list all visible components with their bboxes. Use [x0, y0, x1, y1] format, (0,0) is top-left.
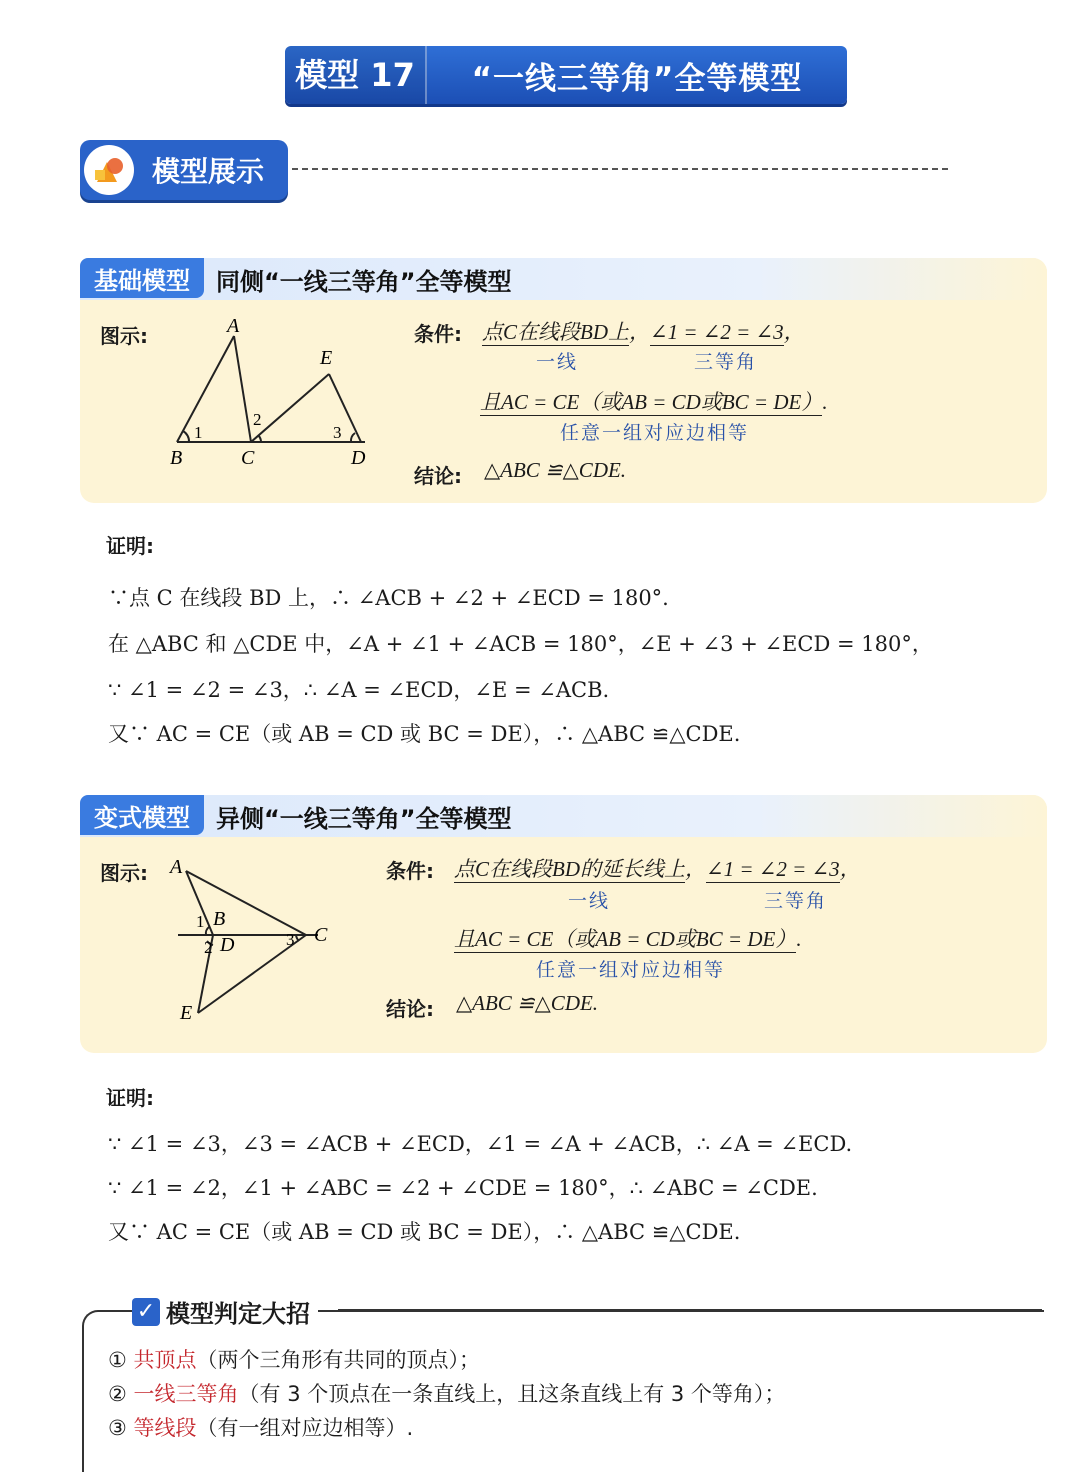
sep: ，: [685, 857, 706, 881]
label-B: B: [213, 908, 226, 930]
sep: ，: [839, 857, 861, 881]
item-key: 共顶点: [133, 1348, 197, 1372]
label-A: A: [227, 316, 240, 337]
conclusion-label: 结论:: [414, 464, 462, 488]
basic-figure: [165, 316, 385, 476]
item-number: ③: [108, 1416, 127, 1440]
section-label: 模型展示: [152, 155, 265, 188]
variant-model-card: [80, 795, 1047, 1053]
judgement-title: 模型判定大招: [166, 1300, 310, 1328]
judgement-heading: [132, 1294, 318, 1329]
proof-line: ∵点 C 在线段 BD 上，∴ ∠ACB + ∠2 + ∠ECD = 180°.: [108, 586, 669, 610]
note-any-side: 任意一组对应边相等: [560, 422, 750, 444]
condition-equal-angles: ∠1 = ∠2 = ∠3: [650, 320, 784, 344]
note-any-side: 任意一组对应边相等: [536, 959, 726, 981]
note-three-angles: 三等角: [694, 351, 758, 373]
label-E: E: [180, 1002, 193, 1024]
item-key: 等线段: [133, 1416, 197, 1440]
judgement-rule: [338, 1309, 1042, 1311]
note-one-line: 一线: [568, 890, 611, 912]
basic-model-card: [80, 258, 1047, 503]
figure-label: 图示:: [100, 861, 148, 885]
condition-sides: 且AC = CE（或AB = CD或BC = DE）: [480, 390, 823, 414]
judgement-item: [108, 1344, 480, 1374]
proof-line: 又∵ AC = CE（或 AB = CD 或 BC = DE），∴ △ABC ≌△CDE.: [108, 722, 741, 746]
condition-equal-angles: ∠1 = ∠2 = ∠3: [706, 857, 840, 881]
condition-sides: 且AC = CE（或AB = CD或BC = DE）: [454, 927, 797, 951]
conclusion-text: △ABC ≌△CDE.: [484, 458, 627, 482]
item-text: （有一组对应边相等）.: [196, 1416, 414, 1440]
section-heading: [80, 140, 288, 200]
item-text: （有 3 个顶点在一条直线上，且这条直线上有 3 个等角）；: [238, 1382, 786, 1406]
variant-figure: [168, 853, 338, 1033]
variant-model-tag: 变式模型: [80, 795, 204, 835]
angle-2: 2: [253, 410, 262, 429]
angle-3: 3: [286, 930, 295, 949]
period: .: [796, 927, 802, 951]
model-title: “一线三等角”全等模型: [471, 60, 803, 97]
conclusion-text: △ABC ≌△CDE.: [456, 991, 599, 1015]
proof-line: 又∵ AC = CE（或 AB = CD 或 BC = DE），∴ △ABC ≌△CDE.: [108, 1220, 741, 1244]
shapes-icon: [84, 145, 134, 195]
condition-line-2: [480, 386, 828, 416]
model-number: 模型 17: [285, 46, 427, 104]
note-three-angles: 三等角: [764, 890, 828, 912]
sep: ，: [629, 320, 650, 344]
label-A: A: [170, 856, 183, 878]
proof-line: ∵ ∠1 = ∠2 = ∠3，∴ ∠A = ∠ECD，∠E = ∠ACB.: [108, 678, 610, 702]
judgement-item: [108, 1412, 413, 1442]
proof-title: 证明:: [106, 1086, 154, 1110]
angle-3: 3: [333, 423, 342, 442]
title-banner: [285, 46, 847, 104]
conclusion-label: 结论:: [386, 997, 434, 1021]
sep: ，: [783, 320, 805, 344]
condition-line-1: [482, 316, 805, 346]
label-D: D: [351, 447, 366, 469]
condition-extension: 点C在线段BD的延长线上: [454, 857, 685, 881]
period: .: [822, 390, 828, 414]
item-text: （两个三角形有共同的顶点）；: [196, 1348, 481, 1372]
condition-line-1: [454, 853, 861, 883]
angle-2: 2: [204, 938, 213, 957]
item-key: 一线三等角: [133, 1382, 239, 1406]
label-C: C: [241, 447, 255, 469]
label-B: B: [170, 447, 183, 469]
angle-1: 1: [196, 912, 205, 931]
item-number: ①: [108, 1348, 127, 1372]
note-one-line: 一线: [536, 351, 579, 373]
basic-model-tag: 基础模型: [80, 258, 204, 298]
variant-model-title: 异侧“一线三等角”全等模型: [216, 805, 512, 833]
angle-1: 1: [194, 423, 203, 442]
basic-model-title: 同侧“一线三等角”全等模型: [216, 268, 512, 296]
condition-on-segment: 点C在线段BD上: [482, 320, 629, 344]
judgement-item: [108, 1378, 785, 1408]
condition-line-2: [454, 923, 802, 953]
item-number: ②: [108, 1382, 127, 1406]
label-C: C: [314, 924, 328, 946]
proof-line: ∵ ∠1 = ∠2，∠1 + ∠ABC = ∠2 + ∠CDE = 180°，∴ ∠ABC = ∠CDE.: [108, 1176, 818, 1200]
condition-label: 条件:: [386, 859, 434, 883]
proof-title: 证明:: [106, 534, 154, 558]
proof-line: ∵ ∠1 = ∠3，∠3 = ∠ACB + ∠ECD，∠1 = ∠A + ∠ACB，∴ ∠A = ∠ECD.: [108, 1132, 853, 1156]
condition-label: 条件:: [414, 322, 462, 346]
label-D: D: [220, 934, 235, 956]
section-divider: [292, 168, 948, 170]
proof-line: 在 △ABC 和 △CDE 中，∠A + ∠1 + ∠ACB = 180°，∠E + ∠3 + ∠ECD = 180°，: [108, 632, 933, 656]
label-E: E: [320, 347, 333, 369]
figure-label: 图示:: [100, 324, 148, 348]
checkmark-icon: ✓: [132, 1298, 160, 1326]
